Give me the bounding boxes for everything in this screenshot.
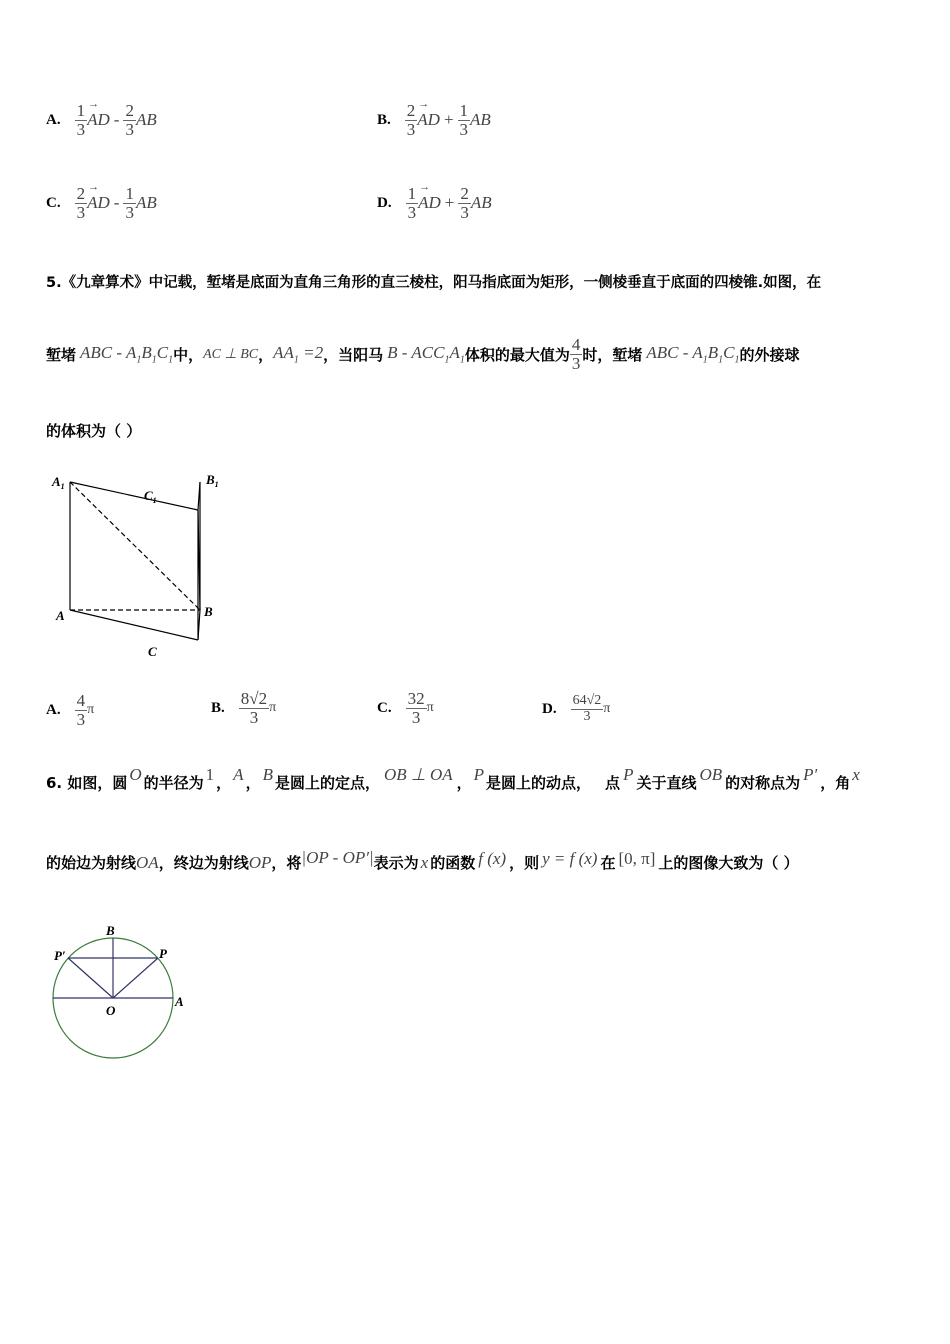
edge-a1c1: [70, 482, 198, 510]
q4-option-b[interactable]: B. $\frac{2}{3}$ → AD + $\frac{1}{3}$ AB: [377, 102, 491, 139]
label-b: B: [204, 604, 213, 619]
q6-line-1: 6. 如图，圆 O 的半径为 1 ， A ， B 是圆上的定点， OB ⊥ OA ， P 是圆上的动点， 点 P 关于直线 OB 的对称点为 P′ ，角 x: [46, 764, 860, 792]
vector-ab: AB: [470, 193, 492, 213]
label-b1: $B_1$: [206, 472, 219, 489]
option-label: B.: [377, 111, 391, 128]
vector-ab: AB: [470, 110, 491, 130]
fraction: $\frac{2}{3}$: [460, 184, 469, 222]
fraction: $\frac{1}{3}$: [407, 184, 417, 222]
q5-option-d[interactable]: D. $\frac{64√2}{3}$ π: [542, 693, 611, 724]
fraction: $\frac{2}{3}$: [406, 101, 416, 139]
line-op-prime: [68, 958, 113, 998]
edge-a1b: [70, 482, 200, 610]
vector-ab: AB: [135, 193, 157, 213]
label-a1: $A_1$: [52, 474, 65, 491]
label-p-prime: P′: [54, 948, 66, 963]
fraction-4-3: $\frac{4}{3}$: [571, 335, 581, 373]
q5-line-1: 5.《九章算术》中记载，堑堵是底面为直角三角形的直三棱柱，阳马指底面为矩形，一侧棱垂直于底面的四棱锥.如图，在: [46, 275, 822, 291]
label-o: O: [106, 1003, 116, 1018]
fraction: $\frac{2}{3}$: [125, 101, 134, 139]
option-label: C.: [46, 194, 61, 211]
q6-line-2: 的始边为射线 OA ，终边为射线 OP ，将 |OP - OP′| 表示为 x 的函数 f (x) ，则 y = f (x) 在 [0, π] 上的图像大致为（ ）: [46, 847, 799, 872]
vector-ad: → AD: [417, 110, 440, 130]
vector-ad: → AD: [418, 193, 441, 213]
label-c1: $C_1$: [144, 488, 157, 505]
fraction: $\frac{1}{3}$: [125, 184, 134, 222]
label-p: P: [159, 946, 167, 961]
fraction: $\frac{1}{3}$: [459, 101, 469, 139]
vector-ad: → AD: [87, 193, 110, 213]
option-label: A.: [46, 111, 61, 128]
q5-line-3: 的体积为（ ）: [46, 422, 142, 440]
q4-option-c[interactable]: C. $\frac{2}{3}$ → AD - $\frac{1}{3}$ AB: [46, 185, 157, 222]
q5-option-a[interactable]: A. $\frac{4}{3}$ π: [46, 691, 95, 729]
prism-figure: [46, 468, 226, 663]
q5-option-b[interactable]: B. $\frac{8√2}{3}$ π: [211, 689, 277, 727]
q5-line-2: 堑堵 ABC - $A_1B_1C_1$ 中， AC ⊥ BC ， $AA_1 =2$ ，当阳马 B - $ACC_1A_1$ 体积的最大值为 $\frac{4}{3}$ 时，堑堵 ABC - $A_1B_1C_1$ 的外接球: [46, 335, 800, 373]
fraction: $\frac{1}{3}$: [76, 101, 86, 139]
label-b: B: [106, 923, 115, 938]
q5-option-c[interactable]: C. $\frac{32}{3}$ π: [377, 689, 434, 727]
label-c: C: [148, 644, 157, 659]
vector-ad: → AD: [87, 110, 110, 130]
q4-option-a[interactable]: A. $\frac{1}{3}$ → AD - $\frac{2}{3}$ AB: [46, 102, 157, 139]
option-label: D.: [377, 194, 392, 211]
line-op: [113, 958, 158, 998]
vector-ab: AB: [135, 110, 157, 130]
fraction: $\frac{2}{3}$: [76, 184, 86, 222]
q4-option-d[interactable]: D. $\frac{1}{3}$ → AD + $\frac{2}{3}$ AB: [377, 185, 492, 222]
label-a: A: [56, 608, 65, 623]
label-a: A: [175, 994, 184, 1009]
edge-ac: [70, 610, 198, 640]
circle-figure: [46, 920, 196, 1065]
